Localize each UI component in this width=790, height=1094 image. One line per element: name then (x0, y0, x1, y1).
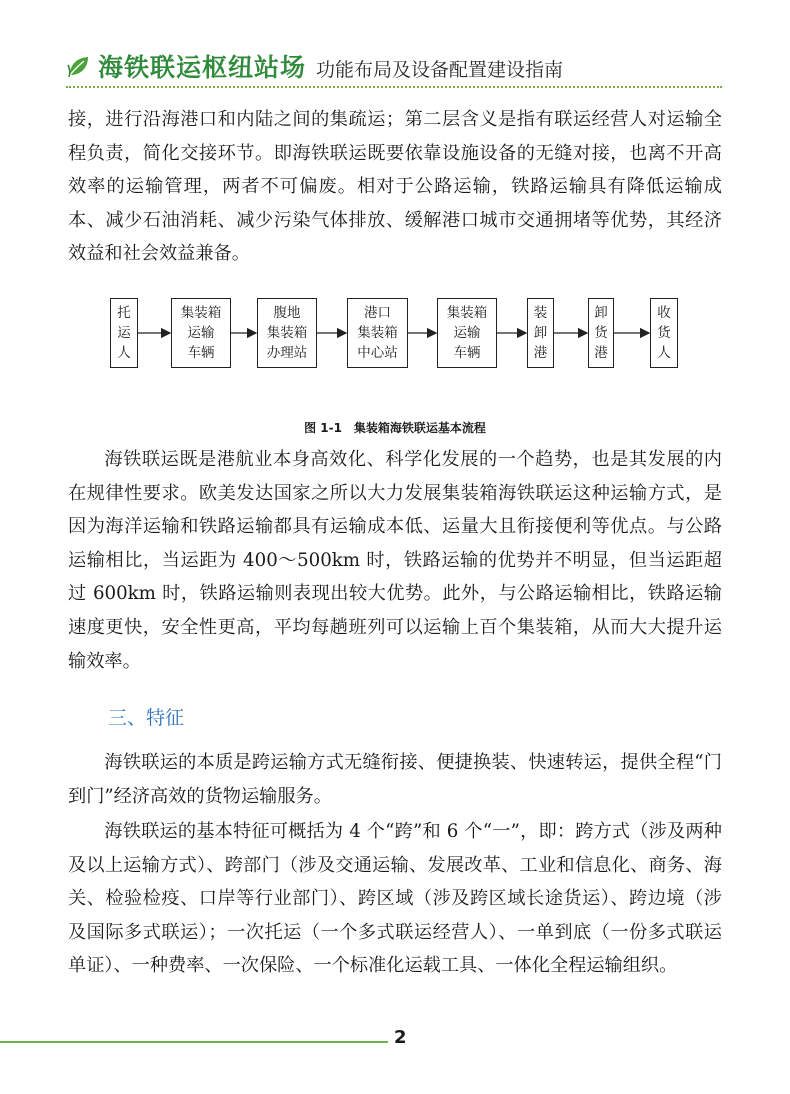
flow-step-unloading-port: 卸 货 港 (588, 298, 614, 368)
leaf-logo-icon (66, 53, 92, 79)
flow-step-inland-station: 腹地 集装箱 办理站 (257, 298, 317, 368)
paragraph-continuation: 接，进行沿海港口和内陆之间的集疏运；第二层含义是指有联运经营人对运输全程负责，简化交接环节。即海铁联运既要依靠设施设备的无缝对接，也离不开高效率的运输管理，两者不可偏废。相对于公路运输，铁路运输具有降低运输成本、减少石油消耗、减少污染气体排放、缓解港口城市交通拥堵等优势，其经济效益和社会效益兼备。 (68, 109, 722, 265)
flow-step-shipper: 托 运 人 (110, 298, 138, 368)
header-dotted-rule (66, 86, 722, 88)
footer-rule (0, 1041, 388, 1043)
paragraph-features: 海铁联运的基本特征可概括为 4 个“跨”和 6 个“一”，即：跨方式（涉及两种及以上运输方式）、跨部门（涉及交通运输、发展改革、工业和信息化、商务、海关、检验检疫、口岸等行业部门）、跨区域（涉及跨区域长途货运）、跨边境（涉及国际多式联运）；一次托运（一个多式联运经营人）、一单到底（一份多式联运单证）、一种费率、一次保险、一个标准化运载工具、一体化全程运输组织。 (68, 821, 722, 977)
paragraph-essence: 海铁联运的本质是跨运输方式无缝衔接、便捷换装、快速转运，提供全程“门到门”经济高效的货物运输服务。 (68, 752, 722, 807)
book-subtitle: 功能布局及设备配置建设指南 (316, 58, 564, 81)
book-title: 海铁联运枢纽站场 (98, 53, 307, 82)
figure-caption: 图 1-1 集装箱海铁联运基本流程 (304, 421, 486, 435)
flow-step-loading-port: 装 卸 港 (527, 298, 554, 368)
page-number: 2 (394, 1027, 407, 1048)
flow-diagram (103, 298, 693, 370)
flow-step-truck: 集装箱 运输 车辆 (171, 298, 231, 368)
flow-step-truck-2: 集装箱 运输 车辆 (437, 298, 497, 368)
flow-step-consignee: 收 货 人 (650, 298, 678, 368)
flow-step-port-center: 港口 集装箱 中心站 (347, 298, 408, 368)
paragraph-trend: 海铁联运既是港航业本身高效化、科学化发展的一个趋势，也是其发展的内在规律性要求。欧美发达国家之所以大力发展集装箱海铁联运这种运输方式，是因为海洋运输和铁路运输都具有运输成本低、运量大且衔接便利等优点。与公路运输相比，当运距为 400～500km 时，铁路运输的优势并不明显，但当运距超过 600km 时，铁路运输则表现出较大优势。此外，与公路运输相比，铁路运输速度更快，安全性更高，平均每趟班列可以运输上百个集装箱，从而大大提升运输效率。 (68, 449, 722, 672)
section-heading: 三、特征 (108, 707, 185, 729)
running-header (66, 46, 563, 86)
